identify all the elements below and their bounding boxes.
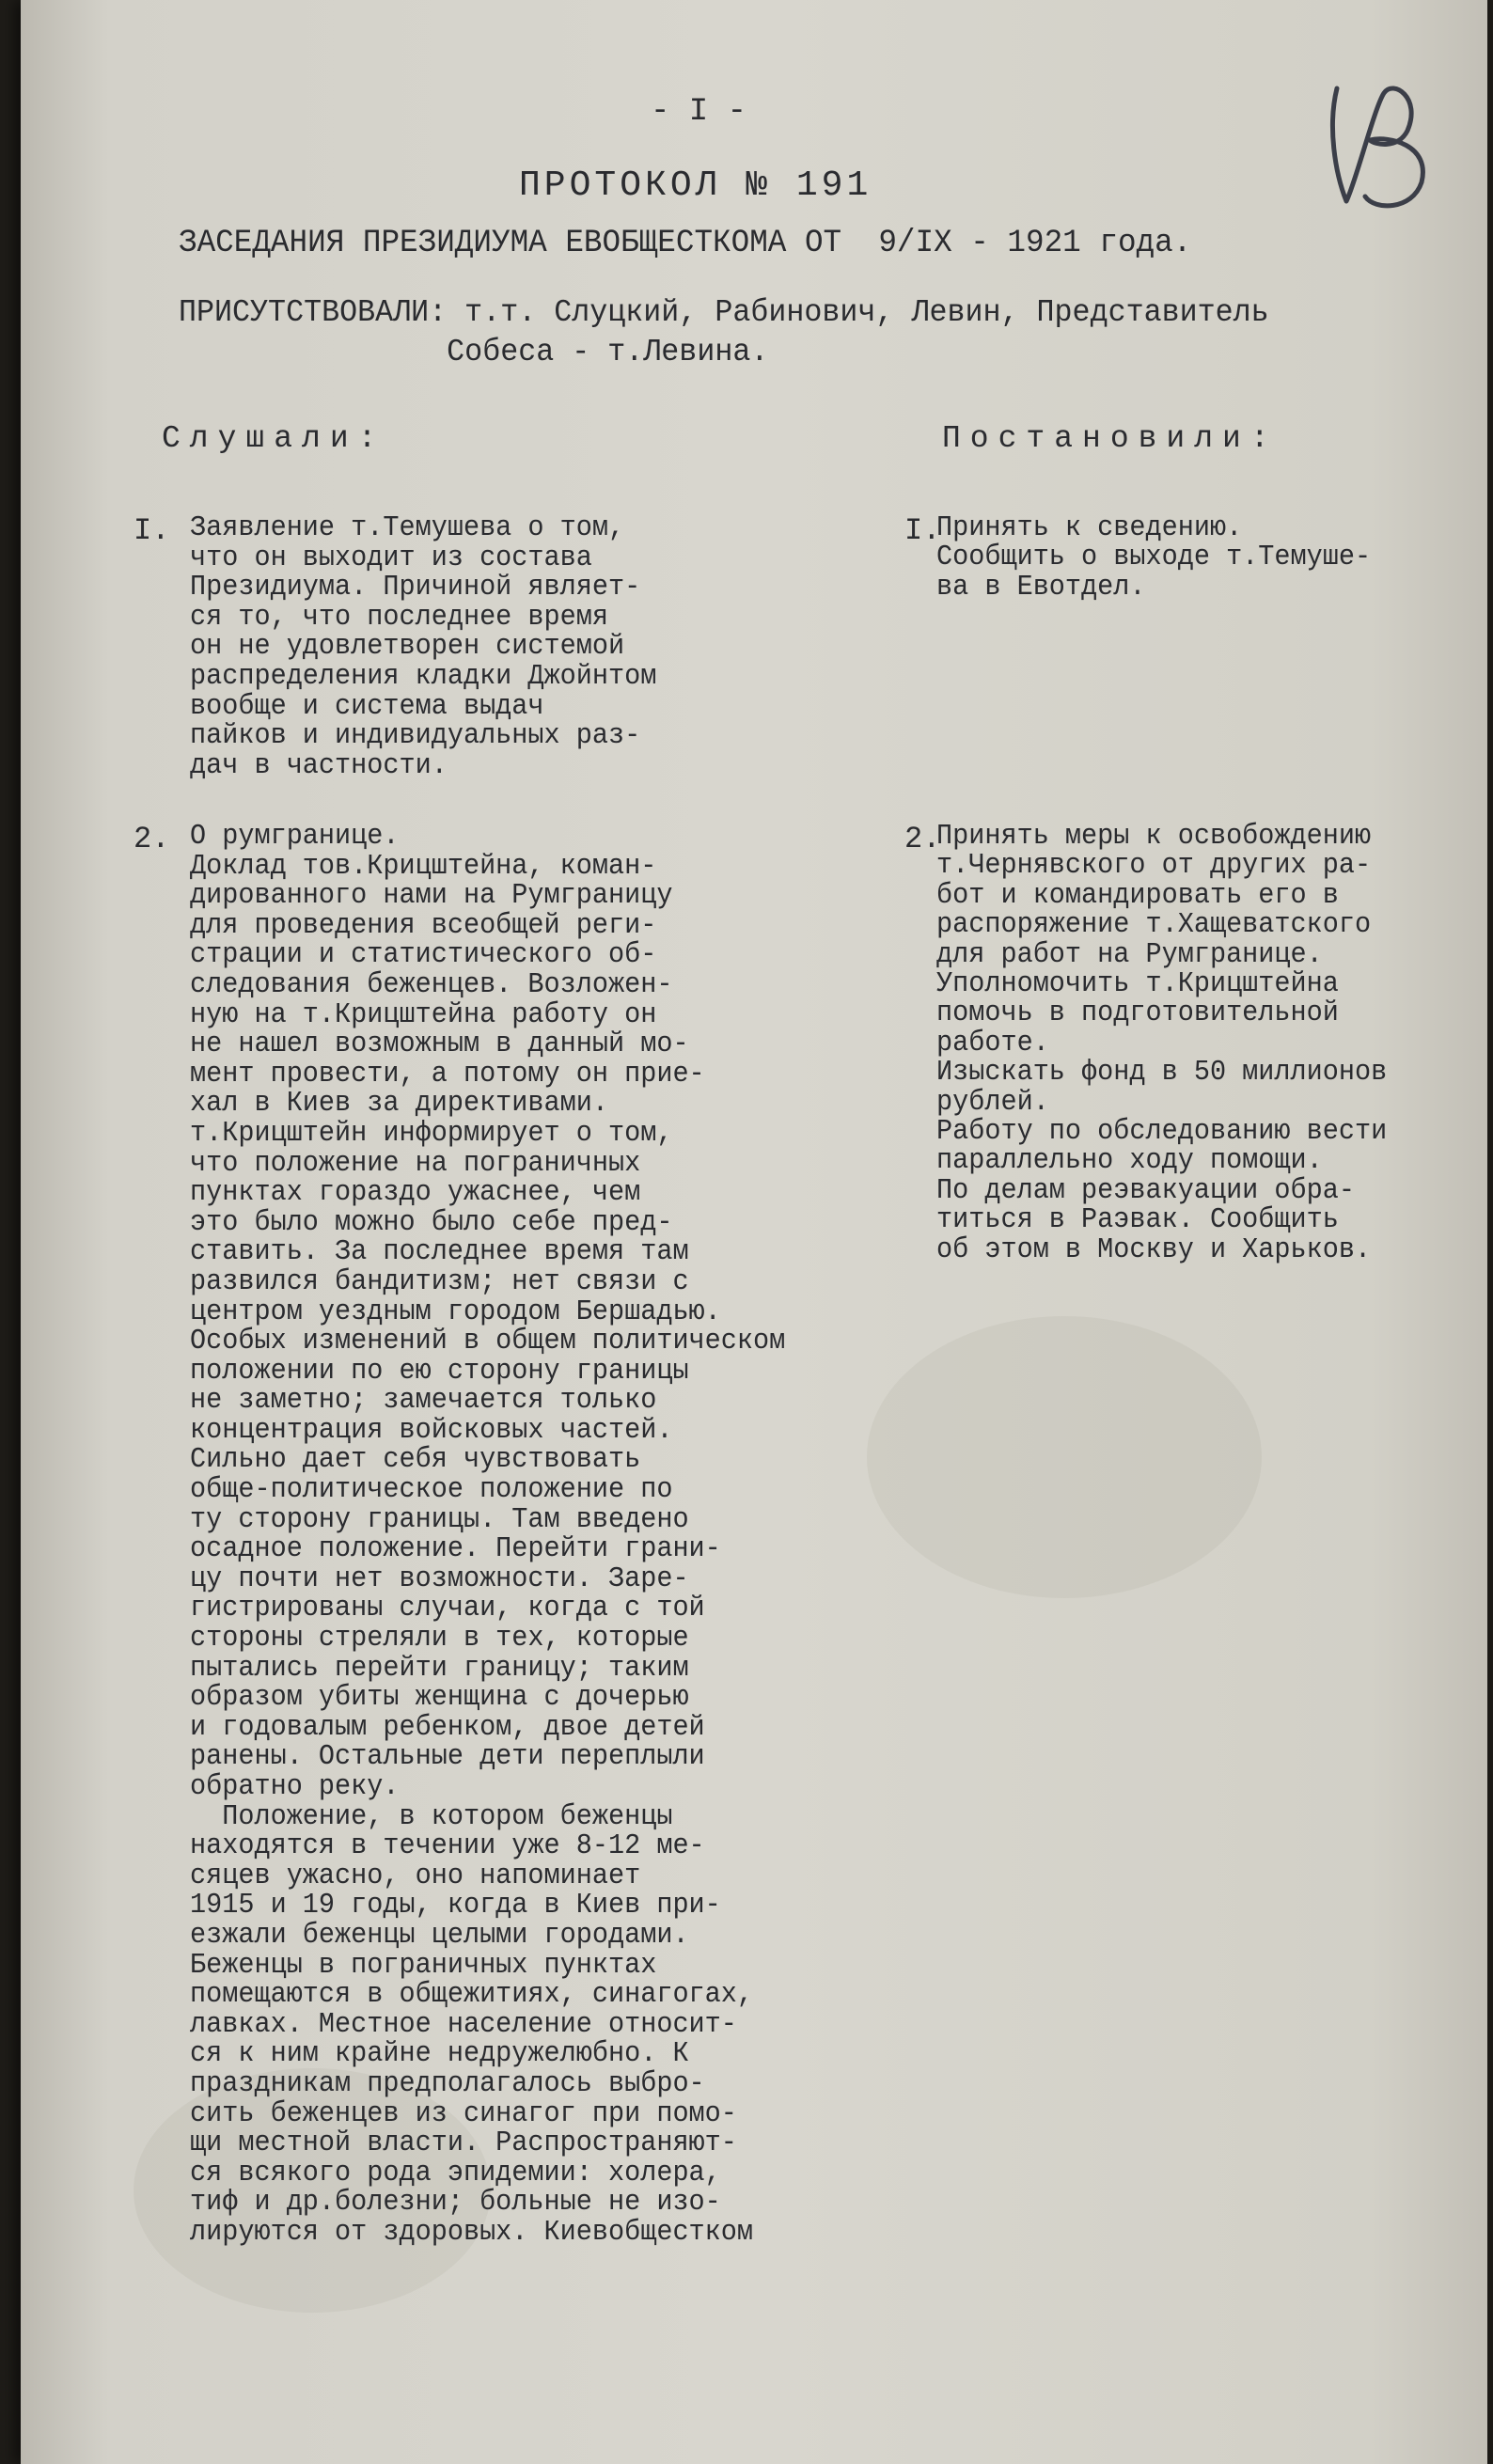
typed-line: бот и командировать его в	[936, 878, 1339, 912]
heard-item-number: I.	[134, 513, 170, 548]
typed-line: О румгранице.	[190, 820, 400, 853]
typed-line: обратно реку.	[190, 1770, 400, 1803]
typed-line: вообще и система выдач	[190, 689, 544, 723]
typed-line: развился бандитизм; нет связи с	[190, 1264, 689, 1298]
typed-line: езжали беженцы целыми городами.	[190, 1918, 689, 1952]
typed-line: пытались перейти границу; таким	[190, 1651, 689, 1685]
typed-line: дач в частности.	[190, 748, 448, 782]
attendees-block	[179, 293, 1269, 372]
typed-line: что он выходит из состава	[190, 541, 592, 574]
typed-line: т.Чернявского от других ра-	[936, 849, 1372, 883]
typed-line: ся то, что последнее время	[190, 600, 608, 634]
typed-line: пайков и индивидуальных раз-	[190, 719, 641, 753]
page-number: - I -	[651, 94, 747, 130]
typed-line: цу почти нет возможности. Заре-	[190, 1562, 689, 1595]
typed-line: тиф и др.болезни; больные не изо-	[190, 2186, 721, 2220]
resolved-item-number: I.	[904, 513, 941, 548]
typed-line: щи местной власти. Распространяют-	[190, 2127, 737, 2160]
typed-line: стороны стреляли в тех, которые	[190, 1622, 689, 1656]
typed-line: дированного нами на Румграницу	[190, 879, 673, 913]
typed-line: для работ на Румгранице.	[936, 937, 1323, 971]
typed-line: Уполномочить т.Крицштейна	[936, 967, 1339, 1001]
heard-item-number: 2.	[134, 822, 170, 856]
handwritten-signature	[1318, 70, 1440, 220]
typed-line: Сообщить о выходе т.Темуше-	[936, 541, 1372, 574]
document-page	[21, 0, 1487, 2464]
typed-line: следования беженцев. Возложен-	[190, 967, 673, 1001]
heard-column-heading: Слушали:	[162, 421, 386, 456]
resolved-item-text	[936, 513, 1371, 602]
typed-line: Президиума. Причиной являет-	[190, 571, 641, 604]
typed-line: помочь в подготовительной	[936, 997, 1339, 1030]
typed-line: т.Крицштейн информирует о том,	[190, 1116, 673, 1150]
resolved-item-text	[936, 822, 1387, 1264]
typed-line: ную на т.Крицштейна работу он	[190, 997, 657, 1031]
typed-line: хал в Киев за директивами.	[190, 1087, 608, 1121]
typed-line: ранены. Остальные дети переплыли	[190, 1740, 705, 1774]
typed-line: помещаются в общежитиях, синагогах,	[190, 1978, 754, 2012]
attendees-line: ПРИСУТСТВОВАЛИ: т.т. Слуцкий, Рабинович, Левин, Представитель	[179, 295, 1269, 330]
typed-line: страции и статистического об-	[190, 938, 657, 972]
typed-line: гистрированы случаи, когда с той	[190, 1592, 705, 1625]
typed-line: и годовалым ребенком, двое детей	[190, 1710, 705, 1744]
typed-line: образом убиты женщина с дочерью	[190, 1681, 689, 1715]
typed-line: распоряжение т.Хащеватского	[936, 908, 1372, 942]
typed-line: об этом в Москву и Харьков.	[936, 1232, 1372, 1266]
typed-line: ставить. За последнее время там	[190, 1235, 689, 1269]
resolved-item-number: 2.	[904, 822, 941, 856]
typed-line: ся к ним крайне недружелюбно. К	[190, 2037, 689, 2071]
typed-line: По делам реэвакуации обра-	[936, 1173, 1355, 1207]
resolved-column-heading: Постановили:	[942, 421, 1279, 456]
typed-line: ся всякого рода эпидемии: холера,	[190, 2156, 721, 2189]
paper-stain	[867, 1316, 1262, 1598]
attendees-line: Собеса - т.Левина.	[179, 335, 769, 369]
typed-line: находятся в течении уже 8-12 ме-	[190, 1829, 705, 1863]
typed-line: Особых изменений в общем политическом	[190, 1325, 786, 1358]
typed-line: Доклад тов.Крицштейна, коман-	[190, 849, 657, 883]
protocol-title: ПРОТОКОЛ № 191	[519, 165, 872, 206]
typed-line: Заявление т.Темушева о том,	[190, 511, 625, 544]
heard-item-text	[190, 513, 656, 780]
typed-line: Сильно дает себя чувствовать	[190, 1443, 641, 1477]
typed-line: для проведения всеобщей реги-	[190, 908, 657, 942]
typed-line: праздникам предполагалось выбро-	[190, 2066, 705, 2100]
typed-line: что положение на пограничных	[190, 1146, 641, 1180]
typed-line: сить беженцев из синагог при помо-	[190, 2096, 737, 2130]
typed-line: центром уездным городом Бершадью.	[190, 1295, 721, 1328]
typed-line: Изыскать фонд в 50 миллионов	[936, 1056, 1388, 1090]
typed-line: не нашел возможным в данный мо-	[190, 1028, 689, 1061]
typed-line: это было можно было себе пред-	[190, 1205, 673, 1239]
typed-line: он не удовлетворен системой	[190, 630, 625, 664]
typed-line: концентрация войсковых частей.	[190, 1413, 673, 1447]
typed-line: Беженцы в пограничных пунктах	[190, 1948, 657, 1982]
typed-line: Принять к сведению.	[936, 511, 1243, 544]
typed-line: ту сторону границы. Там введено	[190, 1502, 689, 1536]
typed-line: работе.	[936, 1026, 1049, 1059]
typed-line: сяцев ужасно, оно напоминает	[190, 1859, 641, 1892]
typed-line: параллельно ходу помощи.	[936, 1144, 1323, 1178]
typed-line: рублей.	[936, 1085, 1049, 1119]
typed-line: ва в Евотдел.	[936, 570, 1146, 604]
typed-line: лавках. Местное население относит-	[190, 2007, 737, 2041]
typed-line: мент провести, а потому он прие-	[190, 1057, 705, 1091]
typed-line: распределения кладки Джойнтом	[190, 659, 657, 693]
typed-line: осадное положение. Перейти грани-	[190, 1532, 721, 1566]
typed-line: 1915 и 19 годы, когда в Киев при-	[190, 1889, 721, 1923]
typed-line: лируются от здоровых. Киевобщестком	[190, 2215, 754, 2249]
typed-line: пунктах гораздо ужаснее, чем	[190, 1176, 641, 1210]
heard-item-text	[190, 822, 785, 2248]
typed-line: Работу по обследованию вести	[936, 1115, 1388, 1149]
typed-line: Принять меры к освобождению	[936, 820, 1372, 853]
typed-line: титься в Раэвак. Сообщить	[936, 1203, 1339, 1237]
typed-line: не заметно; замечается только	[190, 1384, 657, 1418]
typed-line: Положение, в котором беженцы	[190, 1799, 673, 1833]
meeting-line: ЗАСЕДАНИЯ ПРЕЗИДИУМА ЕВОБЩЕСТКОМА ОТ 9/IX - 1921 года.	[179, 226, 1192, 261]
typed-line: положении по ею сторону границы	[190, 1354, 689, 1388]
typed-line: обще-политическое положение по	[190, 1473, 673, 1507]
